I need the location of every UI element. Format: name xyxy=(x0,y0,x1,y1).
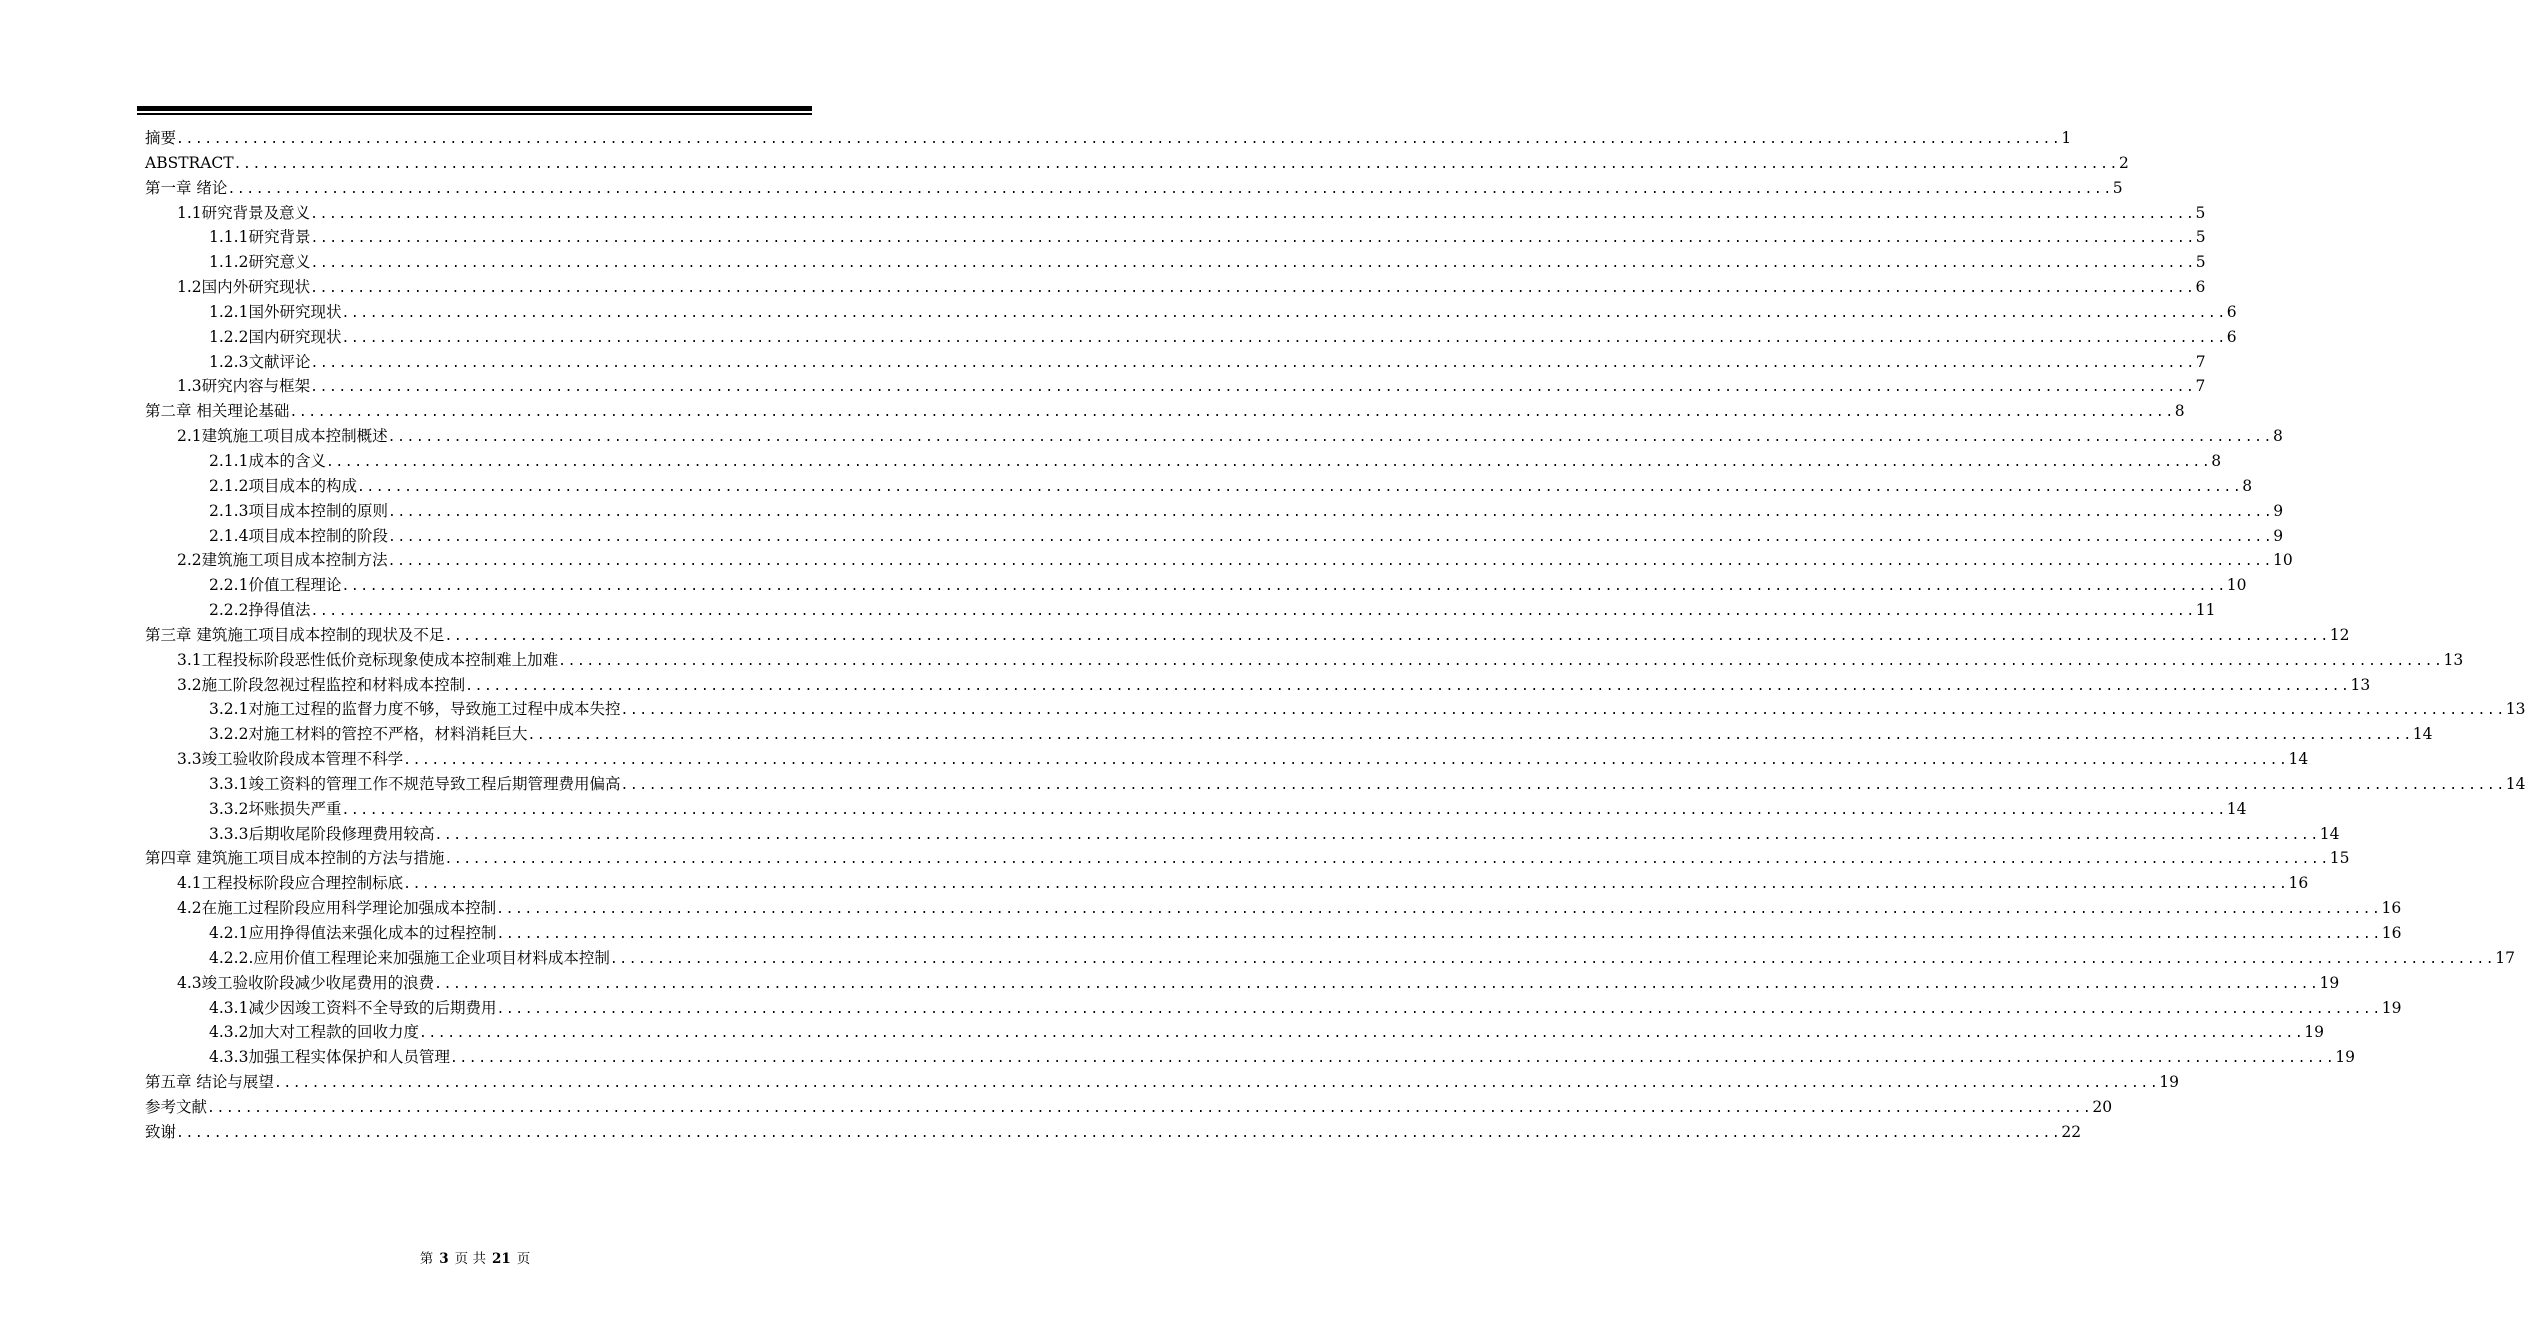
toc-entry-page: 15 xyxy=(2329,849,2350,868)
toc-entry-page: 11 xyxy=(2195,601,2216,620)
toc-entry[interactable] xyxy=(145,797,2247,822)
toc-entry-page: 8 xyxy=(2174,402,2185,421)
toc-dot-leader: ........................................................................................................................................................................................................ xyxy=(387,430,2273,446)
toc-entry-page: 14 xyxy=(2412,725,2433,744)
toc-entry-title: 第一章 绪论 xyxy=(145,178,228,197)
toc-entry[interactable] xyxy=(145,250,2206,275)
toc-dot-leader: ........................................................................................................................................................................................................ xyxy=(207,1100,2093,1116)
toc-entry[interactable] xyxy=(145,350,2206,375)
toc-dot-leader: ........................................................................................................................................................................................................ xyxy=(527,728,2413,744)
toc-entry-title: 3.3.2坏账损失严重 xyxy=(209,799,342,818)
toc-entry[interactable] xyxy=(145,548,2293,573)
footer-suffix: 页 xyxy=(516,1251,531,1267)
toc-dot-leader: ........................................................................................................................................................................................................ xyxy=(449,1051,2336,1067)
toc-entry-title: 4.2在施工过程阶段应用科学理论加强成本控制 xyxy=(177,899,497,918)
toc-dot-leader: ........................................................................................................................................................................................................ xyxy=(434,827,2320,843)
toc-entry-page: 14 xyxy=(2226,799,2247,818)
toc-entry-title: 3.2施工阶段忽视过程监控和材料成本控制 xyxy=(177,675,466,694)
toc-entry[interactable] xyxy=(145,176,2123,201)
toc-entry[interactable] xyxy=(145,524,2284,549)
toc-entry-page: 10 xyxy=(2226,576,2247,595)
toc-entry-title: 3.2.2对施工材料的管控不严格，材料消耗巨大 xyxy=(209,725,528,744)
toc-entry[interactable] xyxy=(145,896,2402,921)
toc-entry-page: 16 xyxy=(2381,924,2402,942)
toc-entry-title: 致谢 xyxy=(145,1122,177,1141)
toc-entry-page: 19 xyxy=(2304,1023,2325,1042)
toc-dot-leader: ........................................................................................................................................................................................................ xyxy=(496,902,2382,918)
toc-dot-leader: ........................................................................................................................................................................................................ xyxy=(341,305,2227,321)
toc-entry[interactable] xyxy=(145,201,2206,226)
toc-entry-title: 2.1.2项目成本的构成 xyxy=(209,476,357,495)
toc-entry[interactable] xyxy=(145,971,2340,996)
toc-entry-page: 9 xyxy=(2273,526,2284,545)
toc-entry[interactable] xyxy=(145,1020,2325,1045)
toc-entry-page: 19 xyxy=(2159,1073,2180,1092)
toc-entry-page: 7 xyxy=(2195,377,2206,396)
toc-entry[interactable] xyxy=(145,474,2253,499)
header-rule-thin xyxy=(137,113,812,115)
toc-entry-page: 1 xyxy=(2061,129,2072,147)
footer-prefix: 第 xyxy=(419,1251,434,1267)
toc-entry-page: 12 xyxy=(2329,625,2350,644)
toc-entry-title: 4.3.3加强工程实体保护和人员管理 xyxy=(209,1048,450,1067)
toc-entry-page: 2 xyxy=(2118,153,2129,172)
toc-entry[interactable] xyxy=(145,722,2433,747)
toc-dot-leader: ........................................................................................................................................................................................................ xyxy=(387,554,2273,570)
toc-entry-title: 4.3.2加大对工程款的回收力度 xyxy=(209,1023,419,1042)
toc-entry[interactable] xyxy=(145,126,2072,151)
toc-entry-page: 22 xyxy=(2061,1122,2082,1141)
toc-entry-page: 13 xyxy=(2350,675,2371,694)
toc-entry-title: 3.1工程投标阶段恶性低价竞标现象使成本控制难上加难 xyxy=(177,650,559,669)
toc-entry[interactable] xyxy=(145,1120,2082,1145)
toc-entry-title: 第四章 建筑施工项目成本控制的方法与措施 xyxy=(145,849,445,868)
toc-entry-page: 8 xyxy=(2273,427,2283,446)
toc-entry-page: 6 xyxy=(2195,278,2206,297)
toc-entry-page: 14 xyxy=(2319,824,2340,843)
toc-entry-title: 2.1.1成本的含义 xyxy=(209,451,326,470)
toc-entry[interactable] xyxy=(145,846,2350,871)
toc-entry[interactable] xyxy=(145,648,2464,673)
toc-entry[interactable] xyxy=(145,598,2216,623)
toc-entry-title: 1.1.1研究背景 xyxy=(209,228,311,247)
toc-entry-title: 1.2国内外研究现状 xyxy=(177,278,311,297)
toc-dot-leader: ........................................................................................................................................................................................................ xyxy=(403,877,2289,893)
toc-entry[interactable] xyxy=(145,573,2247,598)
toc-entry-page: 7 xyxy=(2195,352,2206,371)
toc-entry-page: 8 xyxy=(2211,451,2222,470)
toc-dot-leader: ........................................................................................................................................................................................................ xyxy=(341,802,2227,818)
toc-entry[interactable] xyxy=(145,374,2206,399)
toc-entry[interactable] xyxy=(145,325,2237,350)
toc-dot-leader: ........................................................................................................................................................................................................ xyxy=(418,1026,2305,1042)
toc-entry-title: 参考文献 xyxy=(145,1097,208,1116)
toc-entry-page: 5 xyxy=(2195,228,2206,247)
toc-entry-page: 19 xyxy=(2381,998,2402,1017)
toc-entry[interactable] xyxy=(145,1070,2180,1095)
toc-dot-leader: ........................................................................................................................................................................................................ xyxy=(310,604,2196,620)
toc-entry[interactable] xyxy=(145,822,2340,847)
toc-entry-page: 14 xyxy=(2288,750,2309,769)
toc-dot-leader: ........................................................................................................................................................................................................ xyxy=(496,927,2382,942)
toc-entry[interactable] xyxy=(145,871,2309,896)
toc-dot-leader: ........................................................................................................................................................................................................ xyxy=(341,330,2227,346)
toc-entry[interactable] xyxy=(145,449,2222,474)
toc-entry[interactable] xyxy=(145,772,2526,797)
toc-dot-leader: ........................................................................................................................................................................................................ xyxy=(310,355,2196,371)
toc-entry-page: 19 xyxy=(2335,1048,2356,1067)
toc-entry-title: 3.2.1对施工过程的监督力度不够，导致施工过程中成本失控 xyxy=(209,700,621,719)
toc-dot-leader: ........................................................................................................................................................................................................ xyxy=(310,281,2196,297)
footer-mid: 页 共 xyxy=(454,1251,486,1267)
toc-dot-leader: ........................................................................................................................................................................................................ xyxy=(465,678,2351,694)
toc-entry-page: 19 xyxy=(2319,973,2340,992)
toc-dot-leader: ........................................................................................................................................................................................................ xyxy=(273,1076,2160,1092)
toc-entry-title: 1.2.3文献评论 xyxy=(209,352,311,371)
toc-entry-title: 4.1工程投标阶段应合理控制标底 xyxy=(177,874,404,893)
toc-dot-leader: ........................................................................................................................................................................................................ xyxy=(444,852,2330,868)
toc-entry[interactable] xyxy=(145,300,2237,325)
toc-dot-leader: ........................................................................................................................................................................................................ xyxy=(434,976,2320,992)
toc-entry-title: 第三章 建筑施工项目成本控制的现状及不足 xyxy=(145,625,445,644)
toc-dot-leader: ........................................................................................................................................................................................................ xyxy=(325,454,2212,470)
toc-dot-leader: ........................................................................................................................................................................................................ xyxy=(558,653,2444,669)
toc-entry-page: 10 xyxy=(2273,551,2293,570)
toc-entry-page: 16 xyxy=(2381,899,2402,918)
toc-dot-leader: ........................................................................................................................................................................................................ xyxy=(310,231,2196,247)
toc-dot-leader: ........................................................................................................................................................................................................ xyxy=(227,181,2113,197)
toc-dot-leader: ........................................................................................................................................................................................................ xyxy=(620,703,2506,719)
toc-entry-page: 5 xyxy=(2112,178,2123,197)
toc-entry[interactable] xyxy=(145,921,2402,946)
toc-entry-title: 3.3.1竣工资料的管理工作不规范导致工程后期管理费用偏高 xyxy=(209,774,621,793)
toc-entry-page: 20 xyxy=(2092,1097,2113,1116)
toc-entry[interactable] xyxy=(145,1045,2356,1070)
footer-total-pages: 21 xyxy=(491,1251,511,1267)
toc-entry-page: 16 xyxy=(2288,874,2309,893)
toc-entry[interactable] xyxy=(145,946,2515,971)
toc-entry-title: 2.2建筑施工项目成本控制方法 xyxy=(177,551,388,570)
toc-entry[interactable] xyxy=(145,499,2284,524)
toc-entry-title: ABSTRACT xyxy=(145,153,234,172)
toc-dot-leader: ........................................................................................................................................................................................................ xyxy=(609,951,2496,967)
toc-entry-title: 1.1.2研究意义 xyxy=(209,253,311,272)
toc-dot-leader: ........................................................................................................................................................................................................ xyxy=(289,405,2175,421)
toc-entry-page: 5 xyxy=(2195,203,2206,222)
toc-entry-title: 2.2.1价值工程理论 xyxy=(209,576,342,595)
toc-entry-title: 4.2.1应用挣得值法来强化成本的过程控制 xyxy=(209,924,497,942)
toc-dot-leader: ........................................................................................................................................................................................................ xyxy=(176,1125,2062,1141)
toc-entry-page: 14 xyxy=(2505,774,2526,793)
toc-entry[interactable] xyxy=(145,151,2129,176)
toc-dot-leader: ........................................................................................................................................................................................................ xyxy=(387,529,2274,545)
toc-entry-title: 2.1建筑施工项目成本控制概述 xyxy=(177,427,388,446)
header-rule-thick xyxy=(137,106,812,111)
toc-entry-title: 1.2.1国外研究现状 xyxy=(209,302,342,321)
page-footer xyxy=(0,1247,950,1267)
toc-entry-title: 3.3.3后期收尾阶段修理费用较高 xyxy=(209,824,435,843)
toc-entry-page: 6 xyxy=(2226,327,2237,346)
toc-dot-leader: ........................................................................................................................................................................................................ xyxy=(341,579,2227,595)
toc-dot-leader: ........................................................................................................................................................................................................ xyxy=(310,206,2196,222)
toc-dot-leader: ........................................................................................................................................................................................................ xyxy=(620,777,2506,793)
toc-entry-page: 8 xyxy=(2242,476,2253,495)
toc-entry-title: 2.1.3项目成本控制的原则 xyxy=(209,501,388,520)
toc-dot-leader: ........................................................................................................................................................................................................ xyxy=(403,753,2289,769)
toc-entry[interactable] xyxy=(145,424,2283,449)
toc-entry-title: 1.2.2国内研究现状 xyxy=(209,327,342,346)
toc-entry-title: 第二章 相关理论基础 xyxy=(145,402,290,421)
toc-entry[interactable] xyxy=(145,1095,2113,1120)
toc-dot-leader: ........................................................................................................................................................................................................ xyxy=(444,628,2330,644)
toc-entry[interactable] xyxy=(145,399,2185,424)
toc-entry-title: 1.1研究背景及意义 xyxy=(177,203,311,222)
toc-entry-page: 5 xyxy=(2195,253,2206,272)
toc-entry-title: 2.2.2挣得值法 xyxy=(209,601,311,620)
toc-entry[interactable] xyxy=(145,225,2206,250)
toc-entry-title: 4.3.1减少因竣工资料不全导致的后期费用 xyxy=(209,998,497,1017)
toc-entry-title: 4.3竣工验收阶段减少收尾费用的浪费 xyxy=(177,973,435,992)
toc-entry-title: 第五章 结论与展望 xyxy=(145,1073,274,1092)
table-of-contents xyxy=(145,126,2526,1145)
toc-dot-leader: ........................................................................................................................................................................................................ xyxy=(233,156,2119,172)
toc-entry[interactable] xyxy=(145,275,2206,300)
toc-entry[interactable] xyxy=(145,673,2371,698)
toc-dot-leader: ........................................................................................................................................................................................................ xyxy=(356,479,2243,495)
toc-entry[interactable] xyxy=(145,996,2402,1021)
toc-entry-page: 17 xyxy=(2495,948,2515,967)
toc-entry-page: 6 xyxy=(2226,302,2237,321)
toc-entry-page: 13 xyxy=(2505,700,2526,719)
toc-entry[interactable] xyxy=(145,697,2526,722)
toc-entry-title: 摘要 xyxy=(145,129,177,147)
toc-dot-leader: ........................................................................................................................................................................................................ xyxy=(310,256,2196,272)
footer-current-page: 3 xyxy=(439,1251,449,1267)
toc-dot-leader: ........................................................................................................................................................................................................ xyxy=(387,504,2274,520)
toc-entry-page: 13 xyxy=(2443,650,2464,669)
toc-entry[interactable] xyxy=(145,747,2309,772)
toc-dot-leader: ........................................................................................................................................................................................................ xyxy=(310,380,2196,396)
toc-dot-leader: ........................................................................................................................................................................................................ xyxy=(496,1001,2382,1017)
toc-entry[interactable] xyxy=(145,623,2350,648)
toc-dot-leader: ........................................................................................................................................................................................................ xyxy=(176,132,2062,147)
toc-entry-title: 4.2.2.应用价值工程理论来加强施工企业项目材料成本控制 xyxy=(209,948,610,967)
toc-entry-title: 2.1.4项目成本控制的阶段 xyxy=(209,526,388,545)
toc-entry-page: 9 xyxy=(2273,501,2284,520)
toc-entry-title: 1.3研究内容与框架 xyxy=(177,377,311,396)
toc-entry-title: 3.3竣工验收阶段成本管理不科学 xyxy=(177,750,404,769)
